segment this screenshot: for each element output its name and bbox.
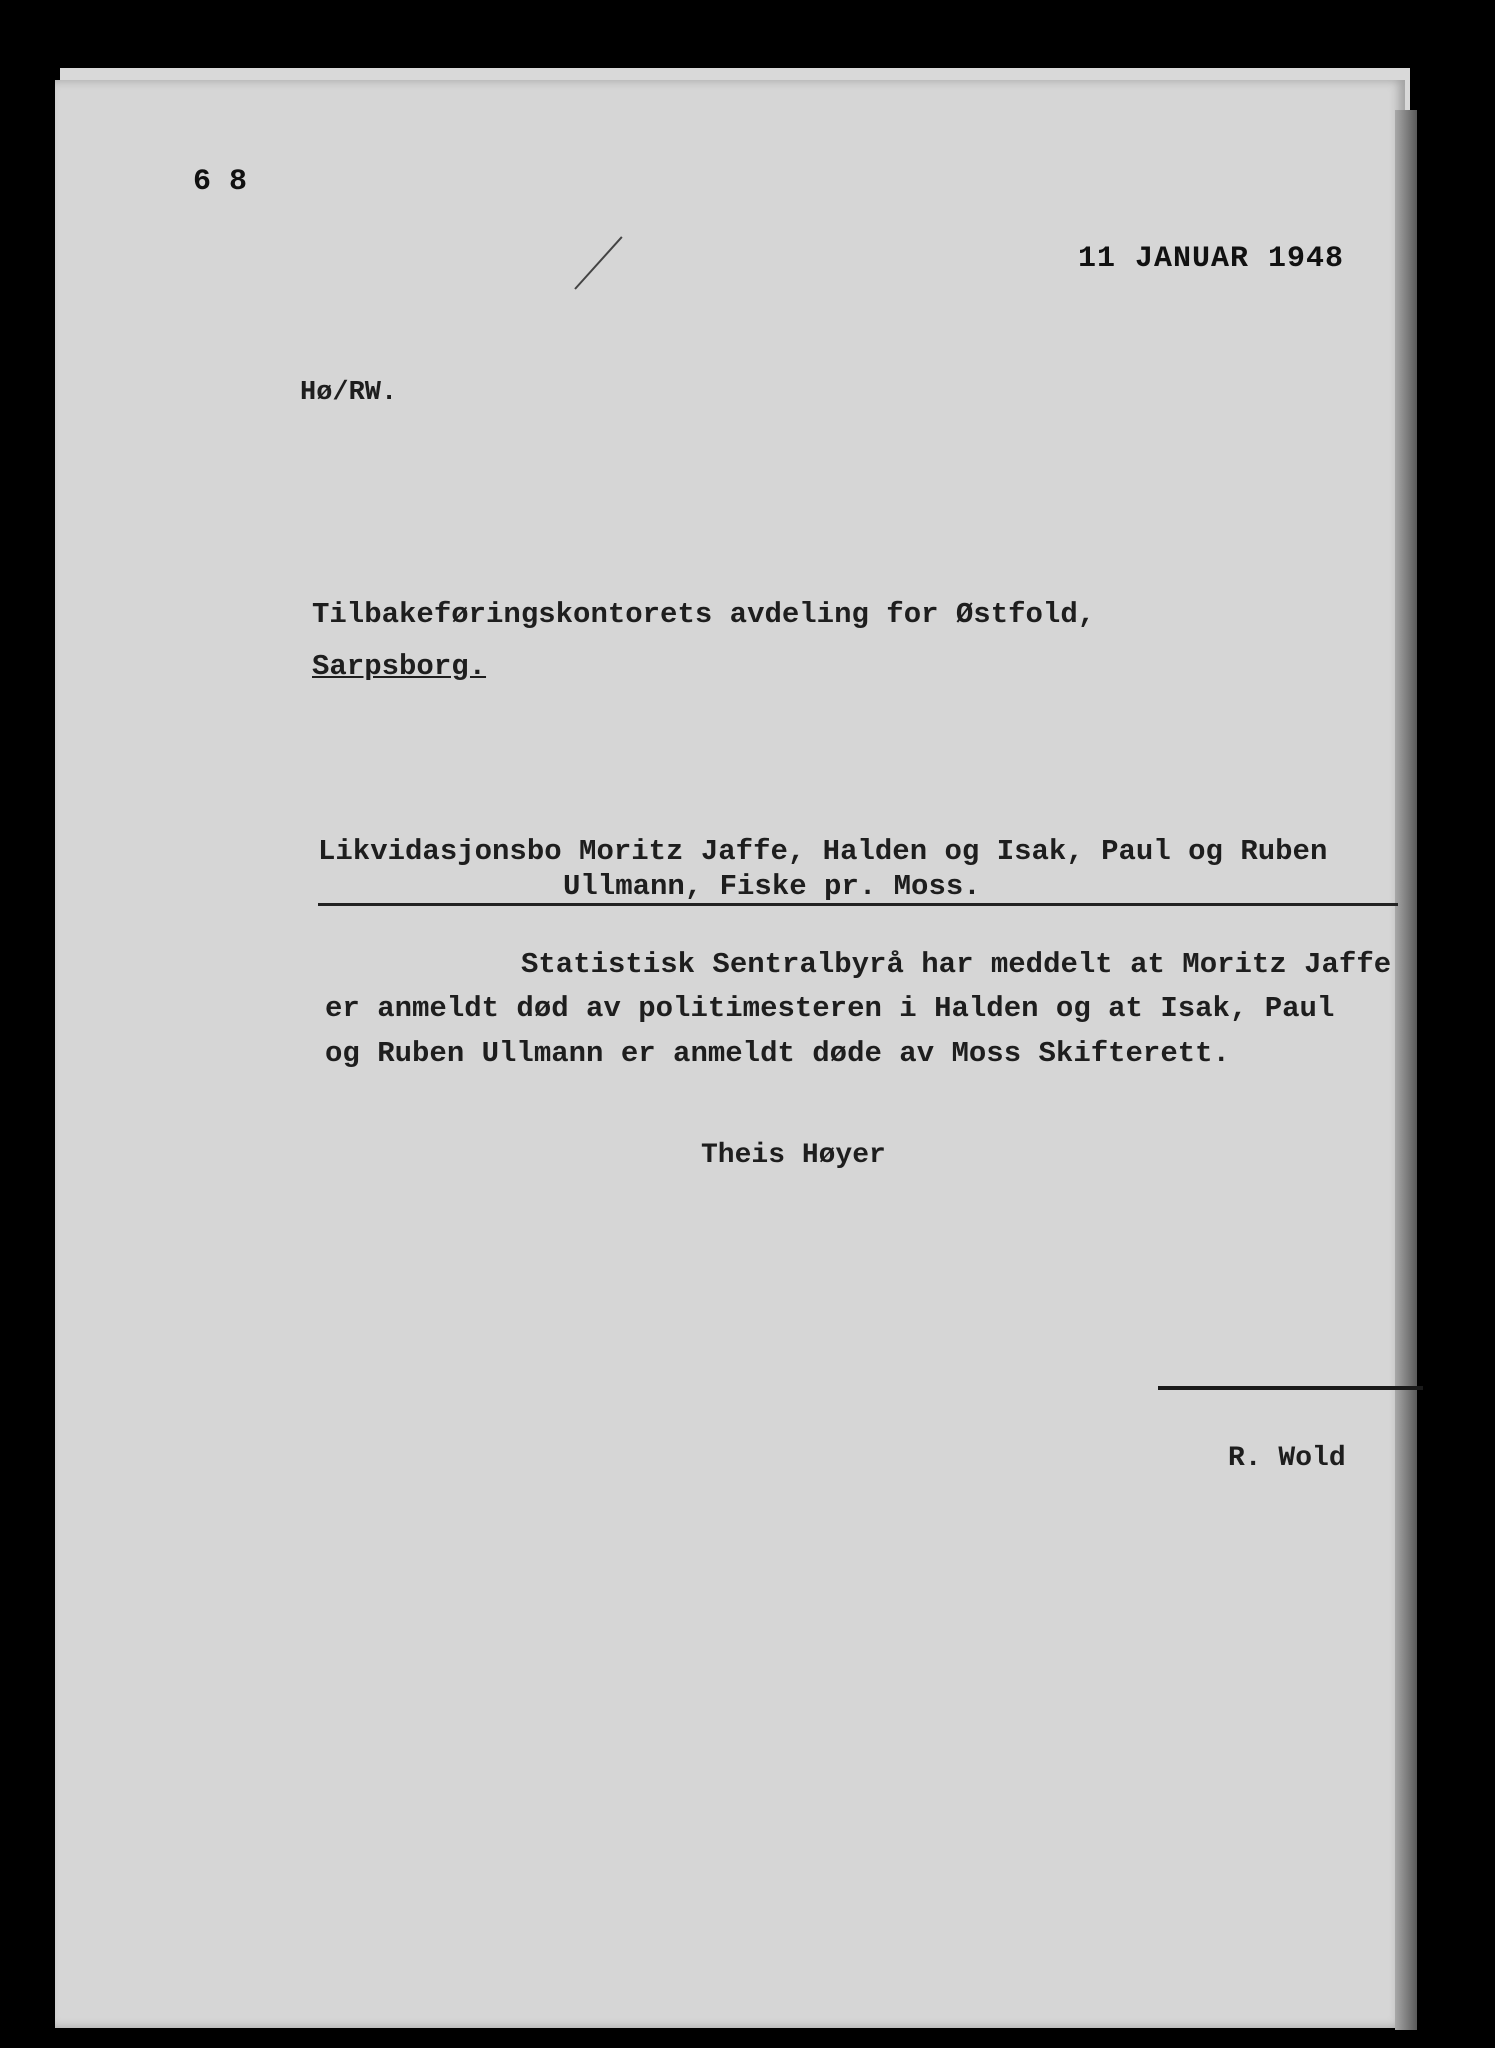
date-stamp: 11 JANUAR 1948 bbox=[1078, 242, 1345, 276]
recipient-name: Tilbakeføringskontorets avdeling for Østfold, bbox=[312, 598, 1096, 631]
body-line-1: Statistisk Sentralbyrå har meddelt at Moritz Jaffe bbox=[521, 948, 1392, 981]
signature-rule bbox=[1158, 1386, 1423, 1390]
subject-line-2: Ullmann, Fiske pr. Moss. bbox=[563, 870, 981, 903]
signature-name: Theis Høyer bbox=[701, 1140, 886, 1171]
body-line-3: og Ruben Ullmann er anmeldt døde av Moss Skifterett. bbox=[325, 1037, 1230, 1070]
paper-edge-shadow bbox=[1395, 110, 1417, 2030]
body-line-2: er anmeldt død av politimesteren i Halden og at Isak, Paul bbox=[325, 992, 1335, 1025]
reference-code: Hø/RW. bbox=[300, 378, 398, 408]
recipient-city: Sarpsborg. bbox=[312, 650, 487, 683]
subject-underline bbox=[318, 903, 1398, 906]
initials: R. Wold bbox=[1228, 1443, 1346, 1474]
subject-line-1: Likvidasjonsbo Moritz Jaffe, Halden og Isak, Paul og Ruben bbox=[318, 835, 1328, 868]
corner-mark: 6 8 bbox=[193, 165, 248, 199]
